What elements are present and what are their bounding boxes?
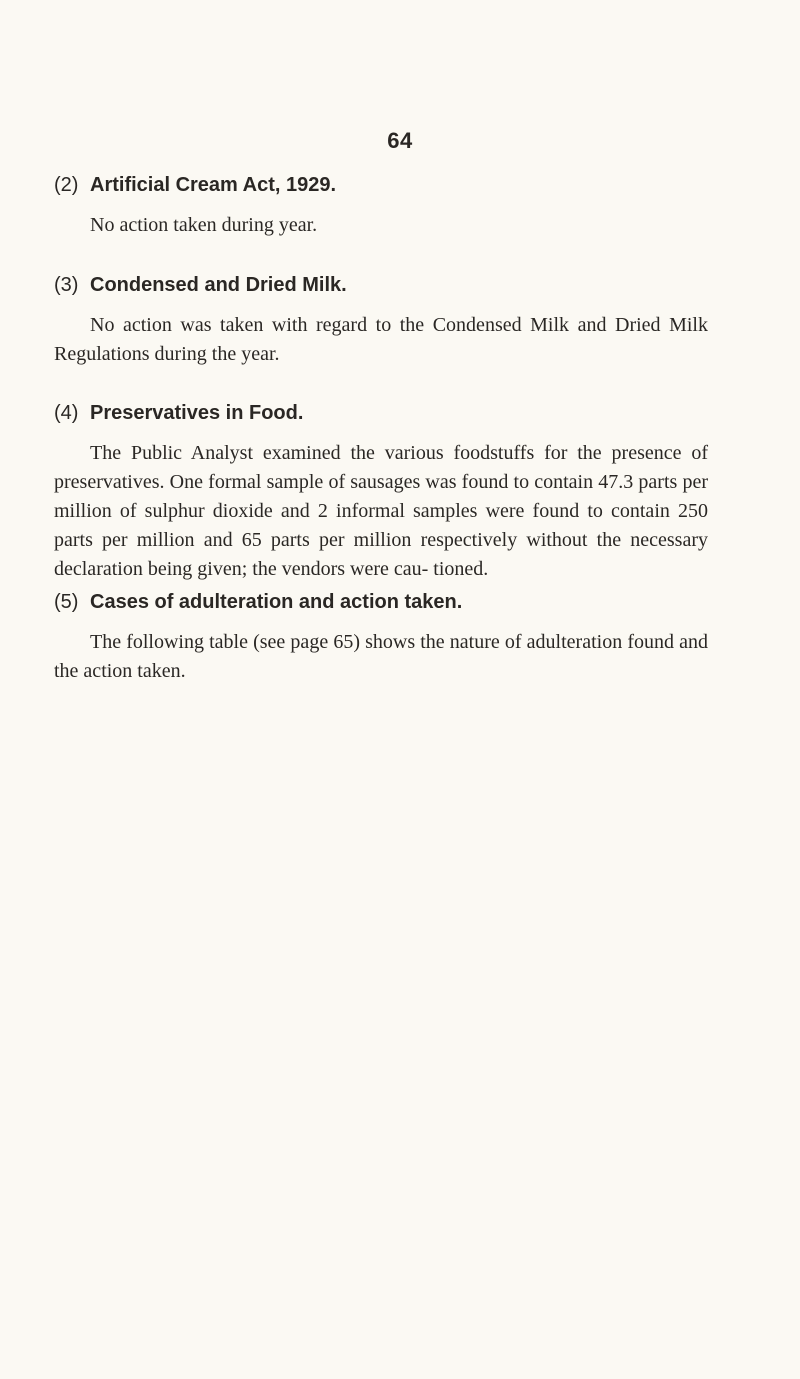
section-title: Condensed and Dried Milk. (90, 274, 347, 296)
section-heading (54, 399, 708, 427)
section-title: Artificial Cream Act, 1929. (90, 174, 337, 196)
section-condensed-dried-milk (54, 271, 708, 369)
section-paragraph: The following table (see page 65) shows the nature of adulteration found and the action taken. (54, 631, 708, 682)
section-number: (4) (54, 402, 79, 424)
section-title: Cases of adulteration and action taken. (90, 591, 463, 613)
section-paragraph: No action taken during year. (90, 214, 318, 236)
section-paragraph: The Public Analyst examined the various foodstuffs for the presence of preservatives. One formal sample of sausages was found to contain 47.3 parts per million of sulphur dioxide and 2 informal samples were found to contain 250 parts per million and 65 parts per million respectively without the necessary declaration being given; the vendors were cau- tioned. (54, 442, 708, 580)
section-paragraph: No action was taken with regard to the Condensed Milk and Dried Milk Regulations during the year. (54, 314, 708, 365)
section-heading (54, 171, 708, 199)
section-number: (5) (54, 591, 79, 613)
page-number: 64 (387, 128, 413, 153)
section-preservatives-in-food (54, 399, 708, 584)
section-number: (2) (54, 174, 79, 196)
section-title: Preservatives in Food. (90, 402, 304, 424)
section-heading (54, 588, 708, 616)
section-cases-of-adulteration (54, 588, 708, 686)
section-heading (54, 271, 708, 299)
section-number: (3) (54, 274, 79, 296)
section-artificial-cream-act (54, 171, 708, 240)
